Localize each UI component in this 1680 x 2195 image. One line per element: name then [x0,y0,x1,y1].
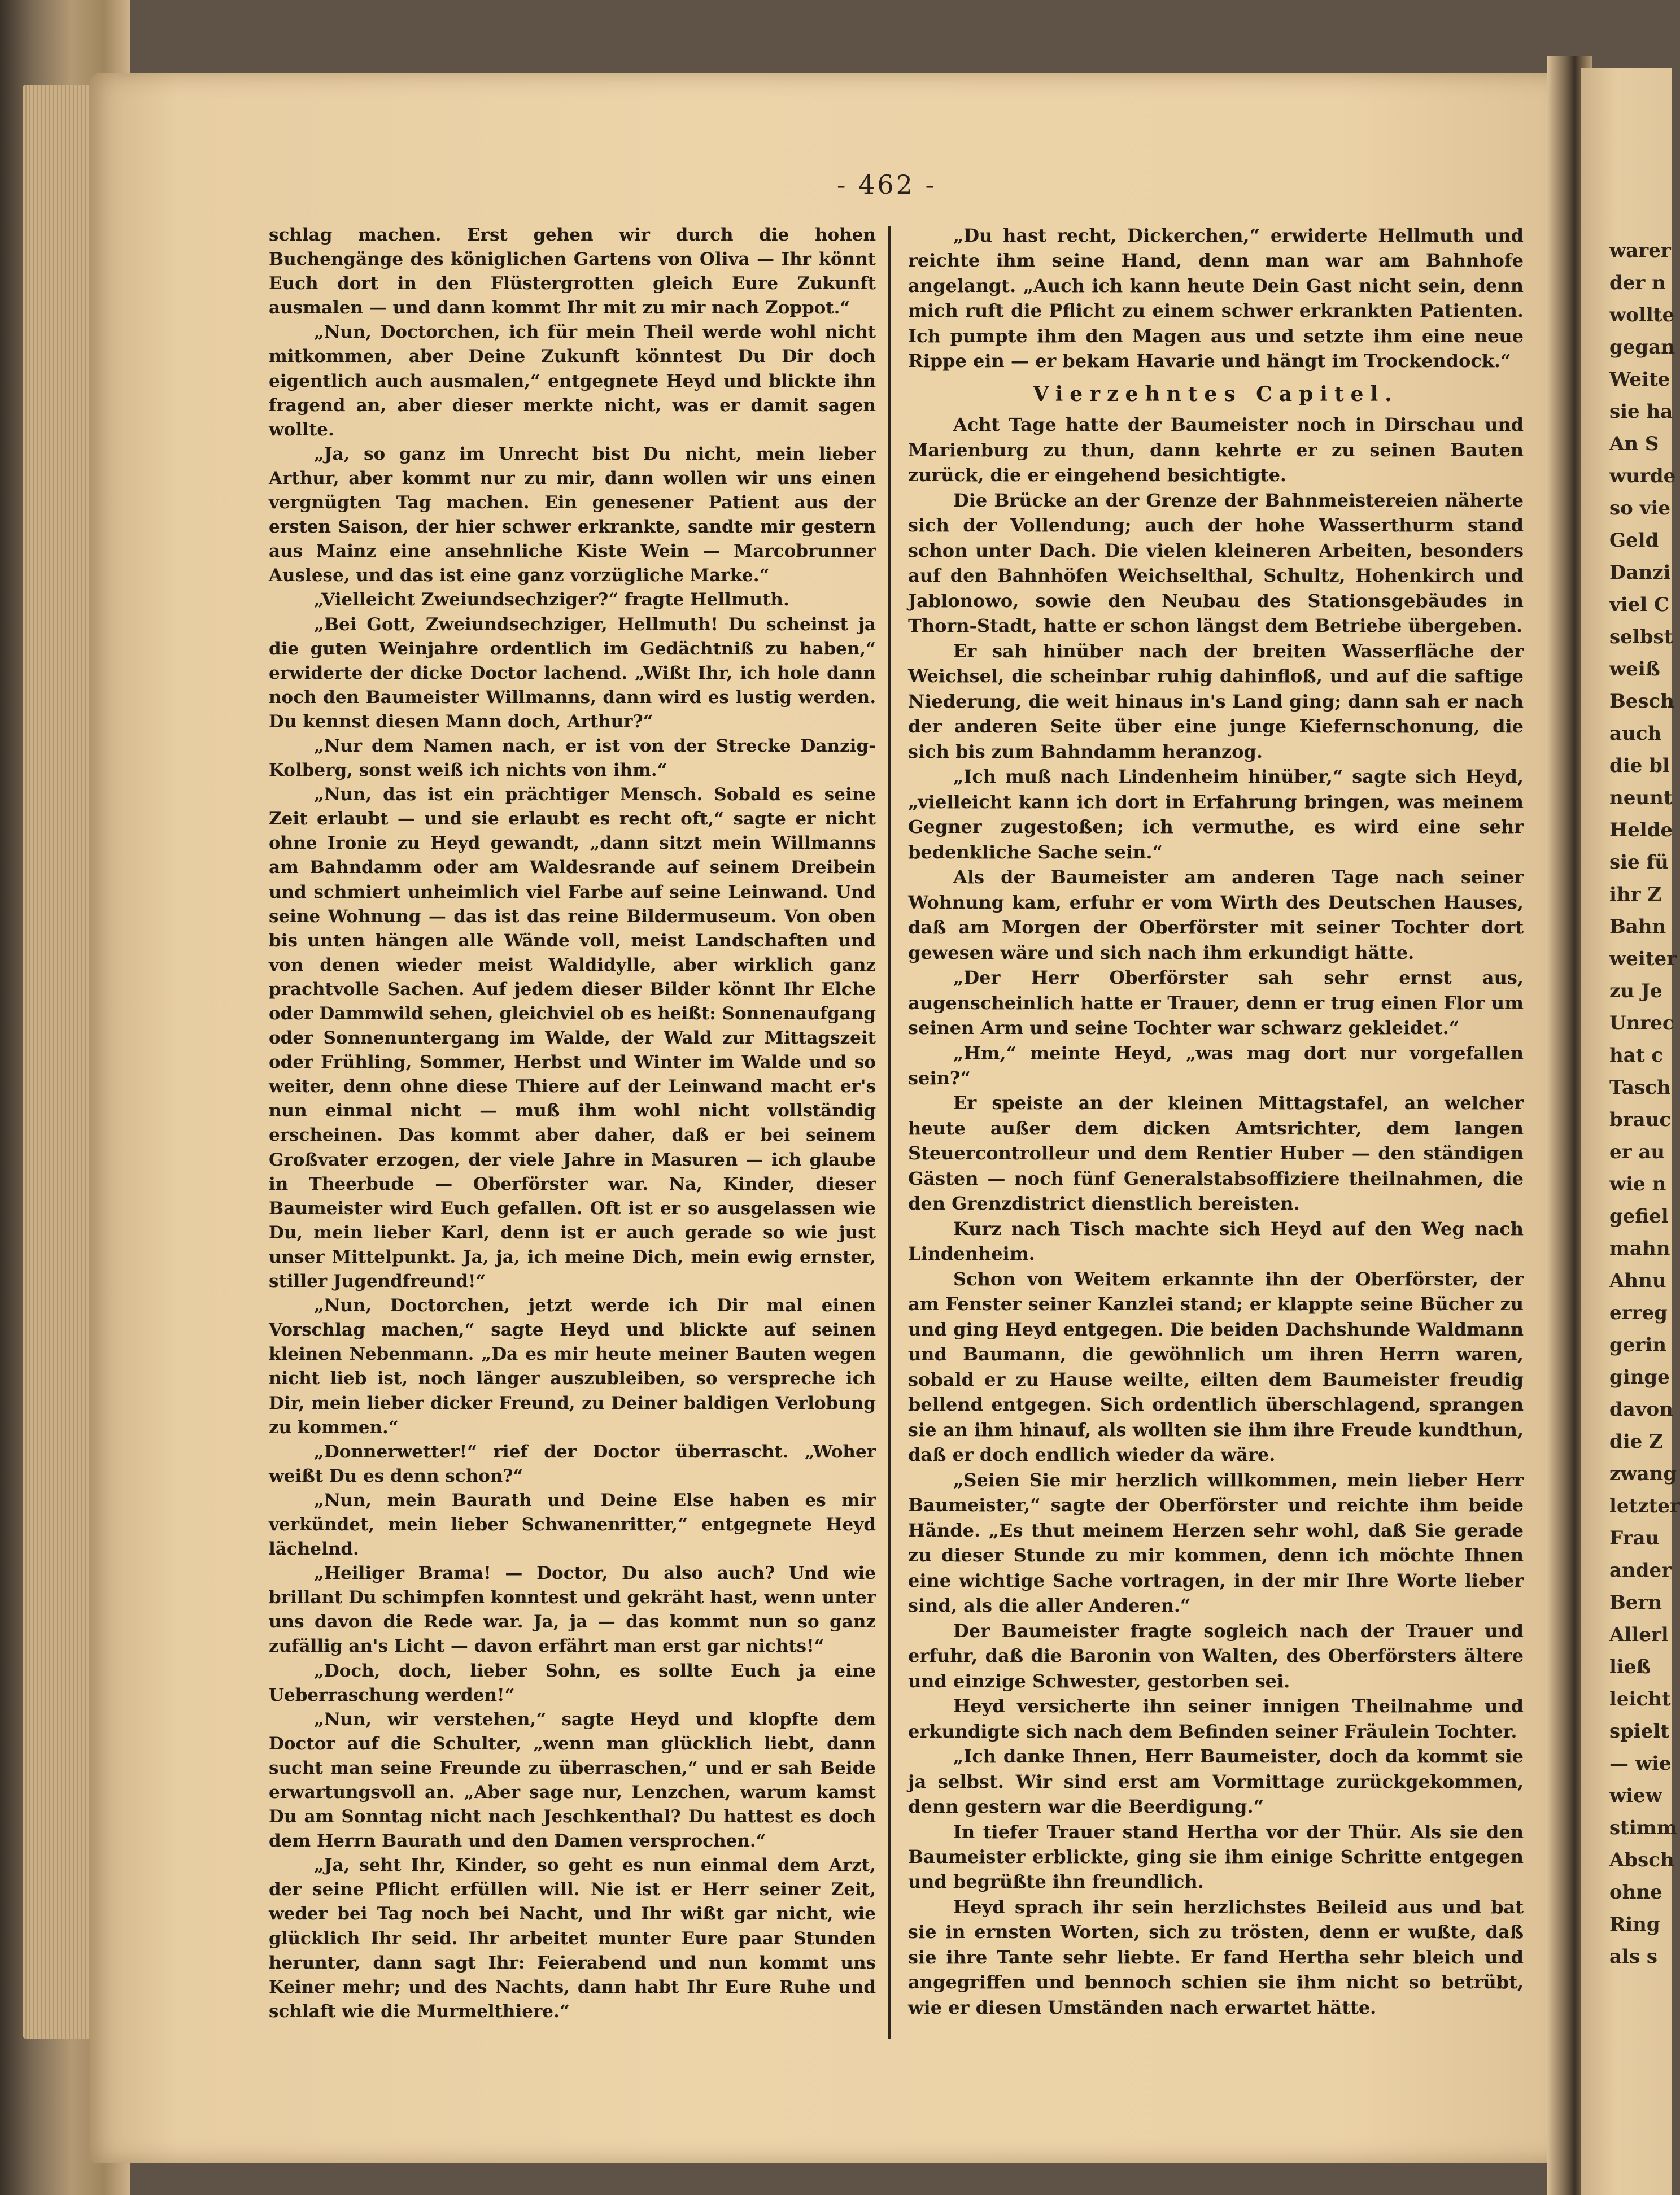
facing-page-word: ihr Z [1609,883,1662,906]
facing-page-word: wurde [1609,465,1676,487]
paragraph: schlag machen. Erst gehen wir durch die hohen Buchengänge des königlichen Gartens von Oliva — Ihr könnt Euch dort in den Flüstergrotten gleich Eure Zukunft ausmalen — und dann kommt Ihr mit zu mir nach Zoppot.“ [269,225,876,318]
paragraph: „Bei Gott, Zweiundsechziger, Hellmuth! Du scheinst ja die guten Weinjahre ordentlich im Gedächtniß zu haben,“ erwiderte der dicke Doctor lachend. „Wißt Ihr, ich hole dann noch den Baumeister Willmanns, dann wird es lustig werden. Du kennst diesen Mann doch, Arthur?“ [269,614,876,732]
paragraph: Acht Tage hatte der Baumeister noch in Dirschau und Marienburg zu thun, dann kehrte er zu seinen Bauten zurück, die er eingehend besichtigte. [908,414,1524,486]
paragraph: „Nun, Doctorchen, jetzt werde ich Dir mal einen Vorschlag machen,“ sagte Heyd und blickte auf seinen kleinen Nebenmann. „Da es mir heute meiner Bauten wegen nicht lieb ist, noch länger auszubleiben, so verspreche ich Dir, mein lieber dicker Freund, zu Deiner baldigen Verlobung zu kommen.“ [269,1295,876,1438]
facing-page-word: selbst [1609,626,1673,648]
paragraph: In tiefer Trauer stand Hertha vor der Thür. Als sie den Baumeister erblickte, ging sie ihm einige Schritte entgegen und begrüßte ihn freundlich. [908,1821,1524,1893]
facing-page-word: hat c [1609,1044,1663,1067]
facing-page-word: letzter [1609,1495,1680,1517]
facing-page-word: so vie [1609,497,1670,520]
facing-page-word: — wie [1609,1752,1672,1775]
facing-page-word: zu Je [1609,980,1662,1002]
paragraph: „Donnerwetter!“ rief der Doctor überrascht. „Woher weißt Du es denn schon?“ [269,1441,876,1486]
paragraph: „Nun, Doctorchen, ich für mein Theil werde wohl nicht mitkommen, aber Deine Zukunft könntest Du Dir doch eigentlich auch ausmalen,“ entgegnete Heyd und blickte ihn fragend an, aber dieser merkte nicht, was er damit sagen wollte. [269,322,876,440]
facing-page-word: Besch [1609,690,1674,713]
paragraph: Kurz nach Tisch machte sich Heyd auf den Weg nach Lindenheim. [908,1217,1524,1265]
facing-page-word: gerin [1609,1334,1666,1356]
facing-page-word: warer [1609,239,1671,262]
right-column [908,223,1524,2020]
paragraph: „Ja, seht Ihr, Kinder, so geht es nun einmal dem Arzt, der seine Pflicht erfüllen will. Nie ist er Herr seiner Zeit, weder bei Tag noch bei Nacht, und Ihr wißt gar nicht, wie glücklich Ihr seid. Ihr arbeitet munter Eure paar Stunden herunter, dann sagt Ihr: Feierabend und nun kommt uns Keiner mehr; und des Nachts, dann habt Ihr Eure Ruhe und schlaft wie die Murmelthiere.“ [269,1855,876,2022]
paragraph: „Heiliger Brama! — Doctor, Du also auch? Und wie brillant Du schimpfen konntest und gekräht hast, wenn unter uns davon die Rede war. Ja, ja — das kommt nun so ganz zufällig an's Licht — davon erfährt man erst gar nichts!“ [269,1563,876,1657]
facing-page-fragment [1581,68,1680,2195]
facing-page-word: als s [1609,1945,1658,1968]
facing-page-word: Bern [1609,1591,1662,1614]
paragraph: Heyd sprach ihr sein herzlichstes Beileid aus und bat sie in ernsten Worten, sich zu trösten, denn er wußte, daß sie ihre Tante sehr liebte. Er fand Hertha sehr bleich und angegriffen und bennoch schien sie ihm nicht so betrübt, wie er diesen Umständen nach erwartet hätte. [908,1896,1524,2018]
paragraph: Er speiste an der kleinen Mittagstafel, an welcher heute außer dem dicken Amtsrichter, dem langen Steuercontrolleur und dem Rentier Huber — den ständigen Gästen — noch fünf Generalstabsoffiziere theilnahmen, die den Grenzdistrict dienstlich bereisten. [908,1092,1524,1215]
facing-page-word: leicht [1609,1688,1671,1710]
facing-page-word: An S [1609,433,1659,455]
facing-page-word: auch [1609,722,1662,745]
facing-page-word: neunt [1609,787,1673,809]
paragraph: „Seien Sie mir herzlich willkommen, mein lieber Herr Baumeister,“ sagte der Oberförster und reichte ihm beide Hände. „Es thut meinem Herzen sehr wohl, daß Sie gerade zu dieser Stunde zu mir kommen, denn ich möchte Ihnen eine wichtige Sache vortragen, in der mir Ihre Worte lieber sind, als die aller Anderen.“ [908,1469,1524,1617]
paragraph: Heyd versicherte ihn seiner innigen Theilnahme und erkundigte sich nach dem Befinden seiner Fräulein Tochter. [908,1695,1524,1742]
paragraph: „Hm,“ meinte Heyd, „was mag dort nur vorgefallen sein?“ [908,1042,1524,1089]
facing-page-word: sie fü [1609,851,1669,874]
paragraph: Die Brücke an der Grenze der Bahnmeistereien näherte sich der Vollendung; auch der hohe Wasserthurm stand schon unter Dach. Die vielen kleineren Arbeiten, besonders auf den Bahnhöfen Weichselthal, Schultz, Hohenkirch und Jablonowo, sowie den Neubau des Stationsgebäudes in Thorn-Stadt, hatte er schon längst dem Betriebe übergeben. [908,489,1524,637]
paragraph: „Ja, so ganz im Unrecht bist Du nicht, mein lieber Arthur, aber kommt nur zu mir, dann wollen wir uns einen vergnügten Tag machen. Ein genesener Patient aus der ersten Saison, der hier schwer erkrankte, sandte mir gestern aus Mainz eine ansehnliche Kiste Wein — Marcobrunner Auslese, und das ist eine ganz vorzügliche Marke.“ [269,443,876,586]
facing-page-word: erreg [1609,1302,1668,1324]
facing-page-word: er au [1609,1141,1665,1163]
facing-page-word: ander [1609,1559,1672,1582]
facing-page-word: stimm [1609,1817,1677,1839]
paragraph: „Vielleicht Zweiundsechziger?“ fragte Hellmuth. [314,590,789,610]
facing-page-word: davon [1609,1398,1673,1421]
facing-page-word: Allerl [1609,1624,1669,1646]
facing-page-word: Frau [1609,1527,1660,1550]
facing-page-word: Weite [1609,368,1670,391]
paragraph: „Nun, mein Baurath und Deine Else haben es mir verkündet, mein lieber Schwanenritter,“ entgegnete Heyd lächelnd. [269,1490,876,1560]
facing-page-word: weiß [1609,658,1660,680]
facing-page-word: Bahn [1609,915,1666,938]
facing-page-word: wollte [1609,304,1675,326]
paragraph: Er sah hinüber nach der breiten Wasserfläche der Weichsel, die scheinbar ruhig dahinfloß, und auf die saftige Niederung, die weit hinaus in's Land ging; dann sah er nach der anderen Seite über eine junge Kiefernschonung, die sich bis zum Bahndamm heranzog. [908,640,1524,762]
paragraph: Schon von Weitem erkannte ihn der Oberförster, der am Fenster seiner Kanzlei stand; er klappte seine Bücher zu und ging Heyd entgegen. Die beiden Dachshunde Waldmann und Baumann, die gewöhnlich um ihren Herrn waren, sobald er zu Hause weilte, eilten dem Baumeister freudig bellend entgegen. Sich ordentlich überschlagend, sprangen sie an ihm hinauf, als wollten sie ihm ihre Freude kundthun, daß er doch endlich wieder da wäre. [908,1268,1524,1466]
facing-page-word: gegan [1609,336,1675,359]
paragraph: „Nur dem Namen nach, er ist von der Strecke Danzig-Kolberg, sonst weiß ich nichts von ihm.“ [269,735,876,781]
facing-page-word: der n [1609,272,1666,294]
facing-page-word: Danzi [1609,561,1671,584]
paragraph: „Nun, das ist ein prächtiger Mensch. Sobald es seine Zeit erlaubt — und sie erlaubt es recht oft,“ sagte er nicht ohne Ironie zu Heyd gewandt, „dann sitzt mein Willmanns am Bahndamm oder am Waldesrande auf seinem Dreibein und schmiert unheimlich viel Farbe auf seine Leinwand. Und seine Wohnung — das ist das reine Bildermuseum. Von oben bis unten hängen alle Wände voll, meist Landschaften und von denen wieder meist Waldidylle, aber wirklich ganz prachtvolle Sachen. Auf jedem dieser Bilder könnt Ihr Elche oder Dammwild sehen, gleichviel ob es heißt: Sonnenaufgang oder Sonnenuntergang im Walde, der Wald zur Mittagszeit oder Frühling, Sommer, Herbst und Winter im Walde und so weiter, denn ohne diese Thiere auf der Leinwand macht er's nun einmal nicht — muß ihm wohl nicht vollständig erscheinen. Das kommt aber daher, daß er bei seinem Großvater erzogen, der viele Jahre in Masuren — ich glaube in Theerbude — Oberförster war. Na, Kinder, dieser Baumeister wird Euch gefallen. Oft ist er so ausgelassen wie Du, mein lieber Karl, denn ist er auch gerade so wie just unser Mittelpunkt. Ja, ja, ich meine Dich, mein ewig ernster, stiller Jugendfreund!“ [269,784,876,1292]
facing-page-word: ließ [1609,1656,1651,1678]
facing-page-word: die bl [1609,754,1670,777]
facing-page-word: Helde [1609,819,1673,841]
facing-page-word: wiew [1609,1784,1662,1807]
facing-page-word: sie ha [1609,400,1673,423]
paragraph: Der Baumeister fragte sogleich nach der Trauer und erfuhr, daß die Baronin von Walten, des Oberförsters ältere und einzige Schwester, gestorben sei. [908,1620,1524,1692]
paragraph: „Ich muß nach Lindenheim hinüber,“ sagte sich Heyd, „vielleicht kann ich dort in Erfahrung bringen, was meinem Gegner zugestoßen; ich vermuthe, es wird eine sehr bedenkliche Sache sein.“ [908,766,1524,863]
facing-page-word: weiter [1609,948,1677,970]
facing-page-word: zwang [1609,1463,1677,1485]
facing-page-word: brauc [1609,1109,1672,1131]
facing-page-word: ginge [1609,1366,1670,1389]
facing-page-word: Unrec [1609,1012,1674,1035]
facing-page-word: Absch [1609,1849,1674,1871]
paragraph: „Ich danke Ihnen, Herr Baumeister, doch da kommt sie ja selbst. Wir sind erst am Vormittage zurückgekommen, denn gestern war die Beerdigung.“ [908,1745,1524,1818]
facing-page-word: Ahnu [1609,1269,1666,1292]
facing-page-word: Ring [1609,1913,1660,1936]
facing-page-word: wie n [1609,1173,1666,1195]
paragraph: „Doch, doch, lieber Sohn, es sollte Euch ja eine Ueberraschung werden!“ [269,1660,876,1705]
facing-page-word: die Z [1609,1430,1663,1453]
facing-page-word: ohne [1609,1881,1662,1904]
facing-page-word: Tasch [1609,1076,1671,1099]
paragraph: „Du hast recht, Dickerchen,“ erwiderte Hellmuth und reichte ihm seine Hand, denn man war am Bahnhofe angelangt. „Auch ich kann heute Dein Gast nicht sein, denn mich ruft die Pflicht zu einem schwer erkrankten Patienten. Ich pumpte ihm den Magen aus und setzte ihm eine neue Rippe ein — er bekam Havarie und hängt im Trockendock.“ [908,225,1524,372]
facing-page-word: viel C [1609,594,1670,616]
chapter-title: Vierzehntes Capitel. [1033,382,1399,406]
facing-page-word: Geld [1609,529,1659,552]
column-rule [888,226,891,2039]
paragraph: „Der Herr Oberförster sah sehr ernst aus, augenscheinlich hatte er Trauer, denn er trug einen Flor um seinen Arm und seine Tochter war schwarz gekleidet.“ [908,967,1524,1039]
facing-page-word: gefiel [1609,1205,1669,1228]
page-number: - 462 - [836,169,937,200]
facing-page-word: spielt [1609,1720,1670,1743]
facing-page-word: mahn [1609,1237,1670,1260]
paragraph: „Nun, wir verstehen,“ sagte Heyd und klopfte dem Doctor auf die Schulter, „wenn man glücklich liebt, dann sucht man seine Freunde zu überraschen,“ und er sah Beide erwartungsvoll an. „Aber sage nur, Lenzchen, warum kamst Du am Sonntag nicht nach Jeschkenthal? Du hattest es doch dem Herrn Baurath und den Damen versprochen.“ [269,1709,876,1852]
paragraph: Als der Baumeister am anderen Tage nach seiner Wohnung kam, erfuhr er vom Wirth des Deutschen Hauses, daß am Morgen der Oberförster mit seiner Tochter dort gewesen wäre und sich nach ihm erkundigt hätte. [908,866,1524,963]
left-column [269,223,876,2024]
